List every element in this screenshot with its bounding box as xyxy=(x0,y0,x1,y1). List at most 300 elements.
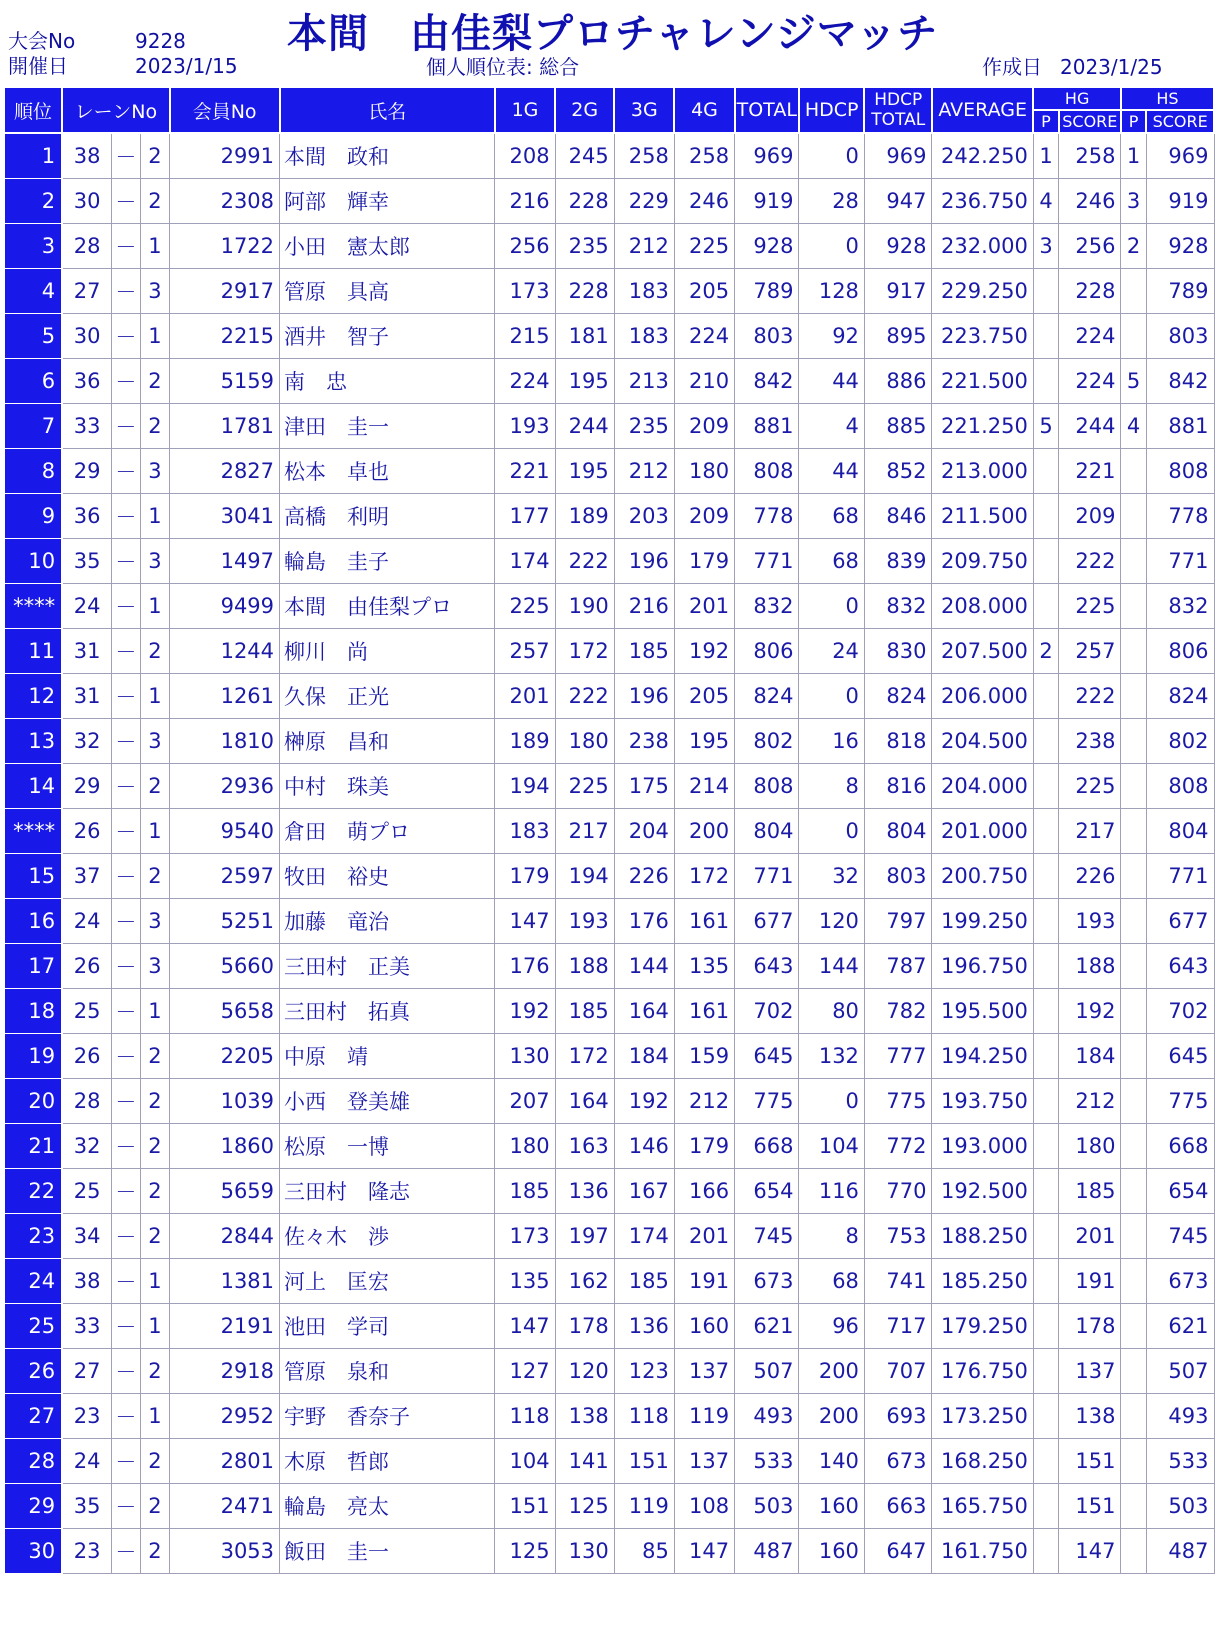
col-game-1: 1G xyxy=(495,87,555,133)
hs-score-cell: 493 xyxy=(1146,1393,1214,1438)
name-cell: 加藤 竜治 xyxy=(280,898,495,943)
game-2-cell: 244 xyxy=(555,403,614,448)
member-no-cell: 5660 xyxy=(170,943,280,988)
table-row xyxy=(4,1258,1214,1303)
lane-cell: 32 xyxy=(62,718,112,763)
lane-sub-cell: 2 xyxy=(140,1078,170,1123)
tournament-no-value: 9228 xyxy=(135,29,186,53)
game-4-cell: 224 xyxy=(674,313,734,358)
lane-cell: 24 xyxy=(62,1438,112,1483)
name-cell: 小田 憲太郎 xyxy=(280,223,495,268)
lane-sub-cell: 2 xyxy=(140,1213,170,1258)
table-row xyxy=(4,1528,1214,1573)
game-3-cell: 185 xyxy=(614,628,674,673)
hg-place-cell xyxy=(1033,1123,1058,1168)
hs-place-cell xyxy=(1121,1303,1146,1348)
name-cell: 宇野 香奈子 xyxy=(280,1393,495,1438)
game-3-cell: 203 xyxy=(614,493,674,538)
member-no-cell: 1860 xyxy=(170,1123,280,1168)
table-row xyxy=(4,1303,1214,1348)
hg-score-cell: 178 xyxy=(1059,1303,1121,1348)
lane-sub-cell: 3 xyxy=(140,898,170,943)
hg-score-cell: 147 xyxy=(1059,1528,1121,1573)
game-1-cell: 147 xyxy=(495,898,555,943)
game-4-cell: 225 xyxy=(674,223,734,268)
hdcp-cell: 0 xyxy=(799,673,864,718)
game-1-cell: 224 xyxy=(495,358,555,403)
lane-sub-cell: 3 xyxy=(140,538,170,583)
game-1-cell: 194 xyxy=(495,763,555,808)
hs-place-cell xyxy=(1121,1258,1146,1303)
average-cell: 223.750 xyxy=(932,313,1033,358)
lane-sub-cell: 2 xyxy=(140,628,170,673)
hs-place-cell xyxy=(1121,583,1146,628)
col-name: 氏名 xyxy=(280,87,495,133)
average-cell: 208.000 xyxy=(932,583,1033,628)
lane-dash: － xyxy=(112,898,141,943)
game-3-cell: 184 xyxy=(614,1033,674,1078)
table-row xyxy=(4,178,1214,223)
table-row xyxy=(4,718,1214,763)
hs-place-cell xyxy=(1121,1213,1146,1258)
game-4-cell: 160 xyxy=(674,1303,734,1348)
lane-dash: － xyxy=(112,1033,141,1078)
hdcp-cell: 104 xyxy=(799,1123,864,1168)
lane-dash: － xyxy=(112,1438,141,1483)
game-3-cell: 175 xyxy=(614,763,674,808)
hs-score-cell: 745 xyxy=(1146,1213,1214,1258)
hs-place-cell xyxy=(1121,853,1146,898)
hdcp-cell: 8 xyxy=(799,763,864,808)
lane-cell: 27 xyxy=(62,1348,112,1393)
col-average: AVERAGE xyxy=(932,87,1033,133)
rank-cell: 14 xyxy=(4,763,62,808)
name-cell: 本間 由佳梨プロ xyxy=(280,583,495,628)
game-4-cell: 246 xyxy=(674,178,734,223)
hg-place-cell xyxy=(1033,988,1058,1033)
hdcp-cell: 8 xyxy=(799,1213,864,1258)
name-cell: 三田村 拓真 xyxy=(280,988,495,1033)
game-4-cell: 214 xyxy=(674,763,734,808)
hg-place-cell xyxy=(1033,313,1058,358)
col-hg-place: P xyxy=(1033,110,1058,133)
hs-place-cell xyxy=(1121,628,1146,673)
hs-place-cell xyxy=(1121,763,1146,808)
hs-place-cell xyxy=(1121,448,1146,493)
hs-place-cell: 1 xyxy=(1121,133,1146,178)
name-cell: 小西 登美雄 xyxy=(280,1078,495,1123)
rank-cell: 2 xyxy=(4,178,62,223)
hs-score-cell: 487 xyxy=(1146,1528,1214,1573)
member-no-cell: 2597 xyxy=(170,853,280,898)
hdcp-total-cell: 830 xyxy=(864,628,932,673)
ranking-table xyxy=(3,86,1215,1574)
hdcp-total-cell: 797 xyxy=(864,898,932,943)
hg-place-cell xyxy=(1033,1303,1058,1348)
hs-place-cell: 4 xyxy=(1121,403,1146,448)
lane-cell: 37 xyxy=(62,853,112,898)
member-no-cell: 2801 xyxy=(170,1438,280,1483)
game-2-cell: 185 xyxy=(555,988,614,1033)
hdcp-cell: 160 xyxy=(799,1483,864,1528)
game-1-cell: 221 xyxy=(495,448,555,493)
hs-place-cell xyxy=(1121,268,1146,313)
hg-place-cell xyxy=(1033,583,1058,628)
rank-cell: 15 xyxy=(4,853,62,898)
rank-cell: 28 xyxy=(4,1438,62,1483)
total-cell: 881 xyxy=(735,403,799,448)
hg-score-cell: 217 xyxy=(1059,808,1121,853)
name-cell: 佐々木 渉 xyxy=(280,1213,495,1258)
game-1-cell: 127 xyxy=(495,1348,555,1393)
total-cell: 919 xyxy=(735,178,799,223)
name-cell: 池田 学司 xyxy=(280,1303,495,1348)
lane-sub-cell: 1 xyxy=(140,583,170,628)
game-1-cell: 173 xyxy=(495,1213,555,1258)
hs-score-cell: 621 xyxy=(1146,1303,1214,1348)
lane-sub-cell: 2 xyxy=(140,178,170,223)
game-2-cell: 120 xyxy=(555,1348,614,1393)
game-1-cell: 177 xyxy=(495,493,555,538)
member-no-cell: 5159 xyxy=(170,358,280,403)
lane-cell: 28 xyxy=(62,1078,112,1123)
name-cell: 管原 泉和 xyxy=(280,1348,495,1393)
total-cell: 668 xyxy=(735,1123,799,1168)
game-4-cell: 147 xyxy=(674,1528,734,1573)
lane-sub-cell: 2 xyxy=(140,1528,170,1573)
rank-cell: 25 xyxy=(4,1303,62,1348)
game-2-cell: 228 xyxy=(555,268,614,313)
hg-score-cell: 246 xyxy=(1059,178,1121,223)
game-1-cell: 174 xyxy=(495,538,555,583)
game-2-cell: 190 xyxy=(555,583,614,628)
event-date-value: 2023/1/15 xyxy=(135,54,238,78)
lane-dash: － xyxy=(112,223,141,268)
hdcp-total-cell: 886 xyxy=(864,358,932,403)
member-no-cell: 1722 xyxy=(170,223,280,268)
member-no-cell: 2936 xyxy=(170,763,280,808)
game-3-cell: 183 xyxy=(614,313,674,358)
game-2-cell: 222 xyxy=(555,673,614,718)
member-no-cell: 5659 xyxy=(170,1168,280,1213)
lane-dash: － xyxy=(112,628,141,673)
name-cell: 高橋 利明 xyxy=(280,493,495,538)
average-cell: 211.500 xyxy=(932,493,1033,538)
hg-score-cell: 226 xyxy=(1059,853,1121,898)
hs-place-cell: 2 xyxy=(1121,223,1146,268)
hdcp-cell: 28 xyxy=(799,178,864,223)
average-cell: 168.250 xyxy=(932,1438,1033,1483)
hs-place-cell xyxy=(1121,898,1146,943)
hdcp-total-cell: 673 xyxy=(864,1438,932,1483)
hdcp-total-cell: 693 xyxy=(864,1393,932,1438)
table-row xyxy=(4,1123,1214,1168)
lane-dash: － xyxy=(112,1123,141,1168)
col-game-2: 2G xyxy=(555,87,614,133)
hg-place-cell xyxy=(1033,673,1058,718)
game-4-cell: 195 xyxy=(674,718,734,763)
average-cell: 161.750 xyxy=(932,1528,1033,1573)
game-2-cell: 163 xyxy=(555,1123,614,1168)
total-cell: 643 xyxy=(735,943,799,988)
member-no-cell: 2844 xyxy=(170,1213,280,1258)
member-no-cell: 2827 xyxy=(170,448,280,493)
game-4-cell: 212 xyxy=(674,1078,734,1123)
average-cell: 201.000 xyxy=(932,808,1033,853)
hs-score-cell: 803 xyxy=(1146,313,1214,358)
lane-cell: 38 xyxy=(62,1258,112,1303)
rank-cell: 27 xyxy=(4,1393,62,1438)
hdcp-total-cell: 770 xyxy=(864,1168,932,1213)
lane-sub-cell: 2 xyxy=(140,1483,170,1528)
hdcp-cell: 80 xyxy=(799,988,864,1033)
hs-place-cell xyxy=(1121,1348,1146,1393)
average-cell: 192.500 xyxy=(932,1168,1033,1213)
rank-cell: 30 xyxy=(4,1528,62,1573)
game-1-cell: 135 xyxy=(495,1258,555,1303)
average-cell: 206.000 xyxy=(932,673,1033,718)
table-row xyxy=(4,268,1214,313)
game-3-cell: 119 xyxy=(614,1483,674,1528)
hs-place-cell xyxy=(1121,943,1146,988)
game-4-cell: 205 xyxy=(674,673,734,718)
game-2-cell: 162 xyxy=(555,1258,614,1303)
table-row xyxy=(4,1213,1214,1258)
total-cell: 493 xyxy=(735,1393,799,1438)
member-no-cell: 5658 xyxy=(170,988,280,1033)
rank-cell: **** xyxy=(4,583,62,628)
hdcp-total-cell: 753 xyxy=(864,1213,932,1258)
hg-score-cell: 151 xyxy=(1059,1438,1121,1483)
hs-score-cell: 824 xyxy=(1146,673,1214,718)
table-row xyxy=(4,1168,1214,1213)
lane-cell: 31 xyxy=(62,673,112,718)
game-2-cell: 194 xyxy=(555,853,614,898)
total-cell: 778 xyxy=(735,493,799,538)
name-cell: 輪島 亮太 xyxy=(280,1483,495,1528)
total-cell: 802 xyxy=(735,718,799,763)
col-hdcp: HDCP xyxy=(799,87,864,133)
rank-cell: 23 xyxy=(4,1213,62,1258)
hdcp-cell: 92 xyxy=(799,313,864,358)
hs-place-cell xyxy=(1121,1393,1146,1438)
game-4-cell: 201 xyxy=(674,1213,734,1258)
hs-place-cell xyxy=(1121,493,1146,538)
game-3-cell: 136 xyxy=(614,1303,674,1348)
hg-place-cell: 2 xyxy=(1033,628,1058,673)
rank-cell: 20 xyxy=(4,1078,62,1123)
hs-place-cell xyxy=(1121,988,1146,1033)
rank-cell: 6 xyxy=(4,358,62,403)
game-2-cell: 125 xyxy=(555,1483,614,1528)
game-3-cell: 258 xyxy=(614,133,674,178)
game-4-cell: 191 xyxy=(674,1258,734,1303)
average-cell: 195.500 xyxy=(932,988,1033,1033)
name-cell: 榊原 昌和 xyxy=(280,718,495,763)
lane-cell: 24 xyxy=(62,898,112,943)
hg-score-cell: 256 xyxy=(1059,223,1121,268)
game-1-cell: 207 xyxy=(495,1078,555,1123)
rank-cell: 21 xyxy=(4,1123,62,1168)
col-high-series: HS xyxy=(1121,87,1214,110)
game-3-cell: 204 xyxy=(614,808,674,853)
game-1-cell: 118 xyxy=(495,1393,555,1438)
game-1-cell: 179 xyxy=(495,853,555,898)
total-cell: 803 xyxy=(735,313,799,358)
game-4-cell: 180 xyxy=(674,448,734,493)
hdcp-total-cell: 852 xyxy=(864,448,932,493)
game-1-cell: 208 xyxy=(495,133,555,178)
game-3-cell: 123 xyxy=(614,1348,674,1393)
event-date-label: 開催日 xyxy=(8,54,68,78)
hg-place-cell xyxy=(1033,763,1058,808)
game-1-cell: 180 xyxy=(495,1123,555,1168)
game-1-cell: 257 xyxy=(495,628,555,673)
lane-dash: － xyxy=(112,268,141,313)
hg-score-cell: 228 xyxy=(1059,268,1121,313)
table-row xyxy=(4,763,1214,808)
game-4-cell: 108 xyxy=(674,1483,734,1528)
lane-sub-cell: 3 xyxy=(140,268,170,313)
lane-cell: 30 xyxy=(62,313,112,358)
lane-cell: 34 xyxy=(62,1213,112,1258)
rank-cell: **** xyxy=(4,808,62,853)
hs-place-cell xyxy=(1121,1438,1146,1483)
col-hs-place: P xyxy=(1121,110,1146,133)
lane-dash: － xyxy=(112,988,141,1033)
hg-score-cell: 221 xyxy=(1059,448,1121,493)
total-cell: 654 xyxy=(735,1168,799,1213)
lane-sub-cell: 3 xyxy=(140,448,170,493)
member-no-cell: 5251 xyxy=(170,898,280,943)
rank-cell: 26 xyxy=(4,1348,62,1393)
col-hdcp-total xyxy=(864,87,932,133)
rank-cell: 5 xyxy=(4,313,62,358)
game-3-cell: 229 xyxy=(614,178,674,223)
hdcp-cell: 0 xyxy=(799,1078,864,1123)
game-4-cell: 135 xyxy=(674,943,734,988)
table-row xyxy=(4,583,1214,628)
hdcp-total-cell: 804 xyxy=(864,808,932,853)
hg-score-cell: 212 xyxy=(1059,1078,1121,1123)
page-title: 本間 由佳梨プロチャレンジマッチ xyxy=(287,11,939,57)
table-row xyxy=(4,853,1214,898)
hs-place-cell xyxy=(1121,718,1146,763)
total-cell: 771 xyxy=(735,538,799,583)
hg-place-cell xyxy=(1033,1528,1058,1573)
col-total: TOTAL xyxy=(735,87,799,133)
game-1-cell: 225 xyxy=(495,583,555,628)
name-cell: 三田村 正美 xyxy=(280,943,495,988)
game-2-cell: 172 xyxy=(555,628,614,673)
hg-score-cell: 224 xyxy=(1059,313,1121,358)
total-cell: 806 xyxy=(735,628,799,673)
average-cell: 207.500 xyxy=(932,628,1033,673)
hs-score-cell: 702 xyxy=(1146,988,1214,1033)
game-1-cell: 173 xyxy=(495,268,555,313)
hdcp-cell: 96 xyxy=(799,1303,864,1348)
hdcp-total-cell: 818 xyxy=(864,718,932,763)
lane-sub-cell: 1 xyxy=(140,223,170,268)
name-cell: 輪島 圭子 xyxy=(280,538,495,583)
hg-score-cell: 185 xyxy=(1059,1168,1121,1213)
table-row xyxy=(4,448,1214,493)
game-3-cell: 176 xyxy=(614,898,674,943)
name-cell: 本間 政和 xyxy=(280,133,495,178)
game-4-cell: 119 xyxy=(674,1393,734,1438)
table-row xyxy=(4,358,1214,403)
name-cell: 松本 卓也 xyxy=(280,448,495,493)
hg-place-cell: 1 xyxy=(1033,133,1058,178)
total-cell: 503 xyxy=(735,1483,799,1528)
lane-sub-cell: 3 xyxy=(140,943,170,988)
hdcp-cell: 32 xyxy=(799,853,864,898)
member-no-cell: 1039 xyxy=(170,1078,280,1123)
hg-place-cell xyxy=(1033,1348,1058,1393)
lane-dash: － xyxy=(112,583,141,628)
member-no-cell: 2917 xyxy=(170,268,280,313)
hg-place-cell xyxy=(1033,493,1058,538)
hg-place-cell: 4 xyxy=(1033,178,1058,223)
hg-score-cell: 225 xyxy=(1059,583,1121,628)
hs-place-cell xyxy=(1121,1528,1146,1573)
table-row xyxy=(4,808,1214,853)
table-row xyxy=(4,223,1214,268)
game-2-cell: 195 xyxy=(555,358,614,403)
game-4-cell: 209 xyxy=(674,493,734,538)
game-2-cell: 188 xyxy=(555,943,614,988)
rank-cell: 1 xyxy=(4,133,62,178)
hs-score-cell: 832 xyxy=(1146,583,1214,628)
rank-cell: 13 xyxy=(4,718,62,763)
col-rank: 順位 xyxy=(4,87,62,133)
total-cell: 702 xyxy=(735,988,799,1033)
hg-place-cell xyxy=(1033,1213,1058,1258)
rank-cell: 16 xyxy=(4,898,62,943)
member-no-cell: 2918 xyxy=(170,1348,280,1393)
game-1-cell: 125 xyxy=(495,1528,555,1573)
table-row xyxy=(4,1033,1214,1078)
hs-score-cell: 668 xyxy=(1146,1123,1214,1168)
hdcp-cell: 4 xyxy=(799,403,864,448)
game-3-cell: 185 xyxy=(614,1258,674,1303)
hg-place-cell xyxy=(1033,1393,1058,1438)
game-3-cell: 118 xyxy=(614,1393,674,1438)
game-4-cell: 200 xyxy=(674,808,734,853)
col-high-game: HG xyxy=(1033,87,1121,110)
hs-place-cell xyxy=(1121,1483,1146,1528)
hdcp-total-cell: 647 xyxy=(864,1528,932,1573)
game-2-cell: 180 xyxy=(555,718,614,763)
col-game-4: 4G xyxy=(674,87,734,133)
member-no-cell: 1244 xyxy=(170,628,280,673)
hdcp-total-cell: 947 xyxy=(864,178,932,223)
lane-cell: 32 xyxy=(62,1123,112,1168)
name-cell: 南 忠 xyxy=(280,358,495,403)
table-row xyxy=(4,538,1214,583)
hs-score-cell: 771 xyxy=(1146,538,1214,583)
lane-dash: － xyxy=(112,403,141,448)
game-2-cell: 245 xyxy=(555,133,614,178)
game-1-cell: 256 xyxy=(495,223,555,268)
average-cell: 221.250 xyxy=(932,403,1033,448)
hdcp-cell: 0 xyxy=(799,583,864,628)
hg-place-cell xyxy=(1033,448,1058,493)
game-4-cell: 137 xyxy=(674,1438,734,1483)
hdcp-cell: 0 xyxy=(799,223,864,268)
lane-dash: － xyxy=(112,1168,141,1213)
lane-sub-cell: 3 xyxy=(140,718,170,763)
